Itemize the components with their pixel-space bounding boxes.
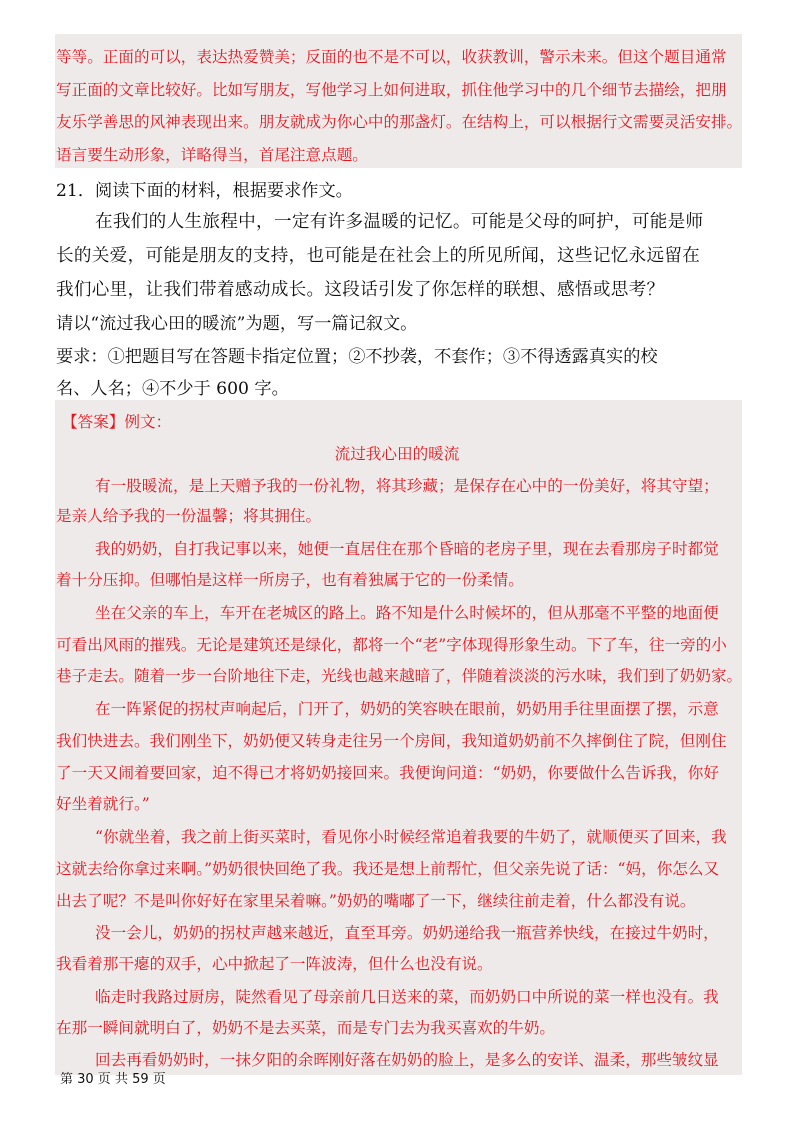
- page-number: 第 30 页 共 59 页: [60, 1072, 166, 1087]
- question-material-line: 在我们的人生旅程中，一定有许多温暖的记忆。可能是父母的呵护，可能是师: [95, 212, 704, 232]
- question-material-line: 长的关爱，可能是朋友的支持，也可能是在社会上的所见所闻，这些记忆永远留在: [56, 246, 701, 266]
- essay-line: 了一天又闹着要回家，迫不得已才将奶奶接回来。我便询问道：“奶奶，你要做什么告诉我，你好: [56, 764, 719, 782]
- essay-line: 着十分压抑。但哪怕是这样一所房子，也有着独属于它的一份柔情。: [56, 571, 524, 589]
- essay-line: 坐在父亲的车上，车开在老城区的路上。路不知是什么时候坏的，但从那毫不平整的地面便: [95, 604, 719, 622]
- top-analysis-line: 等等。正面的可以，表达热爱赞美；反面的也不是不可以，收获教训，警示未来。但这个题目通常: [56, 48, 727, 66]
- question-material-line: 我们心里，让我们带着感动成长。这段话引发了你怎样的联想、感悟或思考？: [56, 280, 665, 300]
- essay-line: 我看着那干瘪的双手，心中掀起了一阵波涛，但什么也没有说。: [56, 955, 493, 973]
- top-analysis-line: 写正面的文章比较好。比如写朋友，写他学习上如何进取，抓住他学习中的几个细节去描绘，把朋: [56, 81, 727, 99]
- top-analysis-line: 友乐学善思的风神表现出来。朋友就成为你心中的那盏灯。在结构上，可以根据行文需要灵活安排。: [56, 113, 743, 131]
- essay-line: “你就坐着，我之前上街买菜时，看见你小时候经常追着我要的牛奶了，就顺便买了回来，我: [95, 828, 727, 846]
- essay-title: 流过我心田的暖流: [334, 445, 460, 463]
- question-title: 21．阅读下面的材料，根据要求作文。: [56, 181, 353, 201]
- essay-line: 回去再看奶奶时，一抹夕阳的余晖刚好落在奶奶的脸上，是多么的安详、温柔，那些皱纹显: [95, 1051, 719, 1069]
- question-requirements-line: 名、人名；④不少于 600 字。: [56, 379, 289, 399]
- essay-line: 这就去给你拿过来啊。”奶奶很快回绝了我。我还是想上前帮忙，但父亲先说了话：“妈，你怎么又: [56, 860, 720, 878]
- essay-line: 巷子走去。随着一步一台阶地往下走，光线也越来越暗了，伴随着淡淡的污水味，我们到了奶奶家。: [56, 667, 743, 685]
- essay-line: 好坐着就行。”: [56, 795, 150, 813]
- essay-line: 可看出风雨的摧残。无论是建筑还是绿化，都将一个“老”字体现得形象生动。下了车，往一旁的小: [56, 636, 727, 654]
- essay-line: 我的奶奶，自打我记事以来，她便一直居住在那个昏暗的老房子里，现在去看那房子时都觉: [95, 540, 719, 558]
- essay-line: 没一会儿，奶奶的拐杖声越来越近，直至耳旁。奶奶递给我一瓶营养快线，在接过牛奶时，: [95, 924, 719, 942]
- question-instruction: 请以“流过我心田的暖流”为题，写一篇记叙文。: [56, 314, 418, 334]
- essay-line: 是亲人给予我的一份温馨；将其拥住。: [56, 507, 322, 525]
- answer-label: 【答案】例文：: [62, 413, 172, 431]
- essay-line: 出去了呢？不是叫你好好在家里呆着嘛。”奶奶的嘴嘟了一下，继续往前走着，什么都没有说。: [56, 892, 696, 910]
- essay-line: 在一阵紧促的拐杖声响起后，门开了，奶奶的笑容映在眼前，奶奶用手往里面摆了摆，示意: [95, 700, 719, 718]
- top-analysis-line: 语言要生动形象，详略得当，首尾注意点题。: [56, 146, 368, 164]
- essay-line: 临走时我路过厨房，陡然看见了母亲前几日送来的菜，而奶奶口中所说的菜一样也没有。我: [95, 988, 719, 1006]
- question-requirements-line: 要求：①把题目写在答题卡指定位置；②不抄袭，不套作；③不得透露真实的校: [56, 347, 658, 367]
- essay-line: 我们快进去。我们刚坐下，奶奶便又转身走往另一个房间，我知道奶奶前不久摔倒住了院，但刚住: [56, 732, 727, 750]
- essay-line: 有一股暖流，是上天赠予我的一份礼物，将其珍藏；是保存在心中的一份美好，将其守望；: [95, 477, 719, 495]
- essay-line: 在那一瞬间就明白了，奶奶不是去买菜，而是专门去为我买喜欢的牛奶。: [56, 1019, 556, 1037]
